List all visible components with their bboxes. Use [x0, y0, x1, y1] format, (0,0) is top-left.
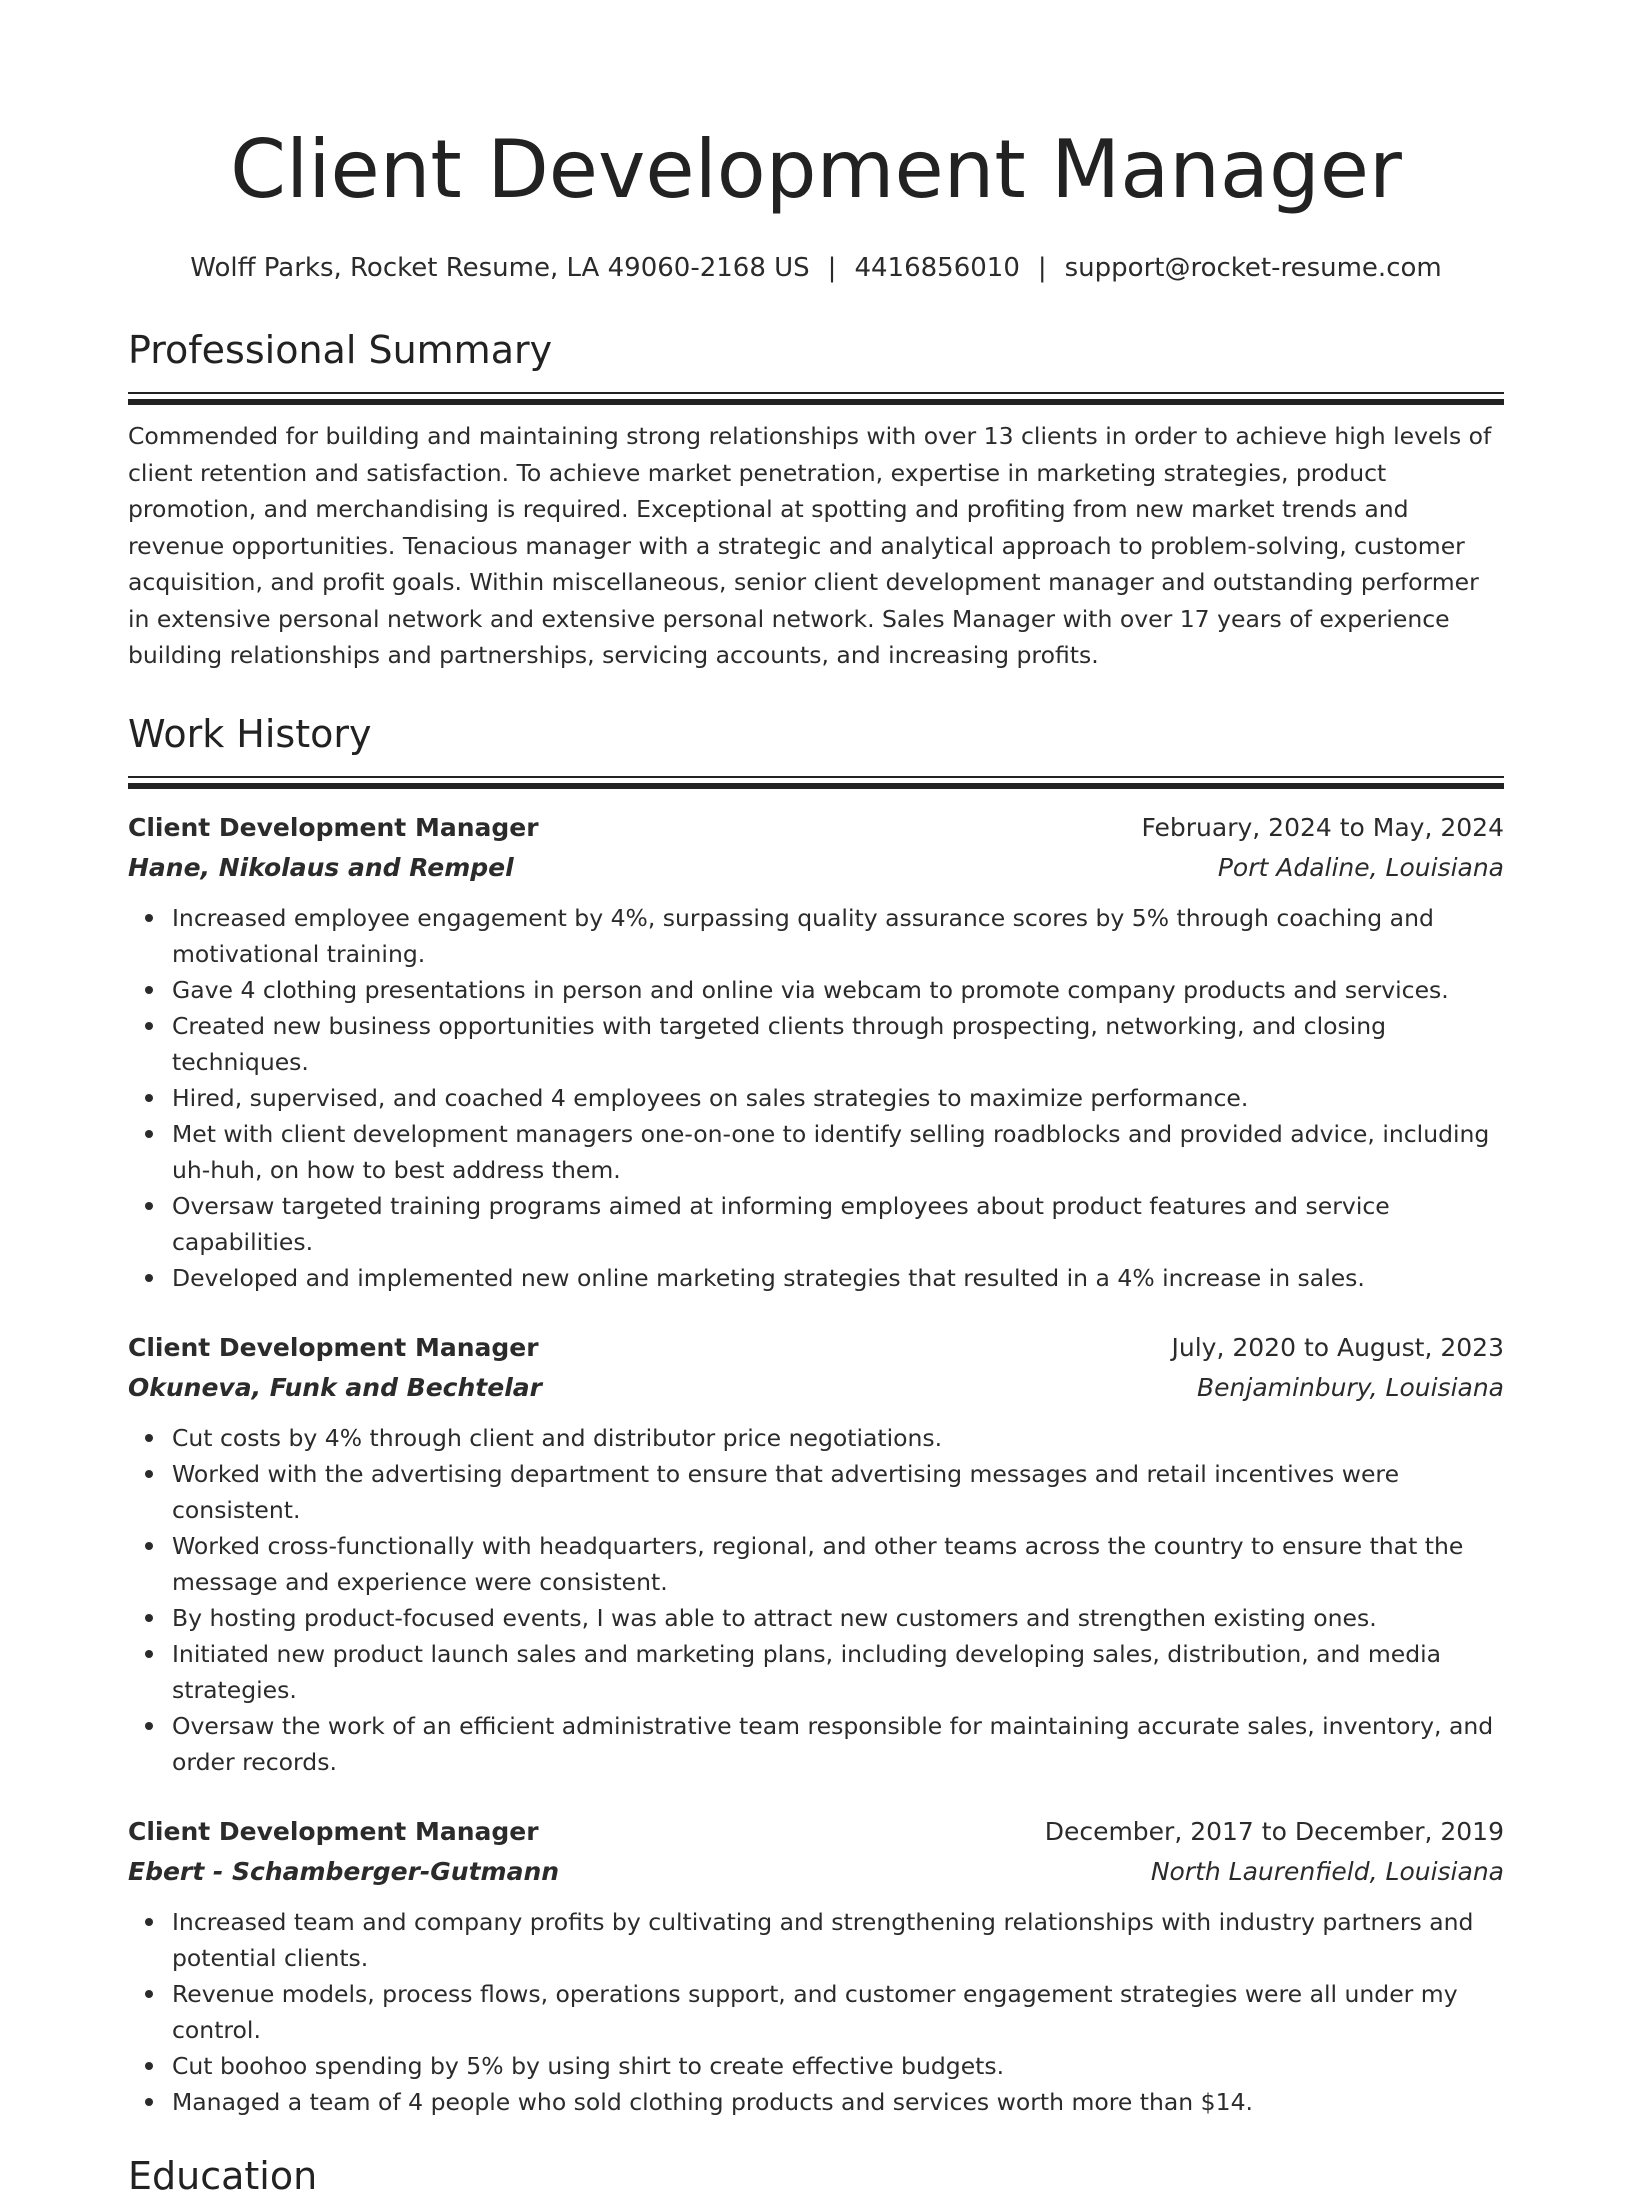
job-entry — [128, 810, 1504, 1296]
job-company-row — [128, 1370, 1504, 1406]
job-bullet: Oversaw the work of an efficient administrative team responsible for maintaining accurate sales, inventory, and order records. — [172, 1708, 1504, 1780]
job-bullet: Worked with the advertising department to ensure that advertising messages and retail incentives were consistent. — [172, 1456, 1504, 1528]
job-bullet: Revenue models, process flows, operations support, and customer engagement strategies were all under my control. — [172, 1976, 1504, 2048]
job-bullet: Cut boohoo spending by 5% by using shirt to create effective budgets. — [172, 2048, 1504, 2084]
job-bullet: Increased team and company profits by cultivating and strengthening relationships with industry partners and potential clients. — [172, 1904, 1504, 1976]
contact-line — [128, 250, 1504, 286]
job-header-row — [128, 810, 1504, 846]
job-company-row — [128, 850, 1504, 886]
job-bullet: Worked cross-functionally with headquarters, regional, and other teams across the country to ensure that the message and experience were consistent. — [172, 1528, 1504, 1600]
job-bullet: Oversaw targeted training programs aimed at informing employees about product features and service capabilities. — [172, 1188, 1504, 1260]
job-entry — [128, 1814, 1504, 2120]
summary-text: Commended for building and maintaining strong relationships with over 13 clients in order to achieve high levels of client retention and satisfaction. To achieve market penetration, expertise in marketing strategies, product promotion, and merchandising is required. Exceptional at spotting and profiting from new market trends and revenue opportunities. Tenacious manager with a strategic and analytical approach to problem-solving, customer acquisition, and profit goals. Within miscellaneous, senior client development manager and outstanding performer in extensive personal network and extensive personal network. Sales Manager with over 17 years of experience building relationships and partnerships, servicing accounts, and increasing profits. — [128, 422, 1492, 669]
contact-address: Wolff Parks, Rocket Resume, LA 49060-2168 US — [190, 253, 810, 283]
job-dates: February, 2024 to May, 2024 — [1141, 812, 1504, 842]
job-bullet: Met with client development managers one-on-one to identify selling roadblocks and provided advice, including uh-huh, on how to best address them. — [172, 1116, 1504, 1188]
job-header-row — [128, 1330, 1504, 1366]
resume-name: Client Development Manager — [230, 123, 1402, 216]
job-location: Port Adaline, Louisiana — [1217, 852, 1504, 882]
job-company: Hane, Nikolaus and Rempel — [128, 852, 514, 882]
job-header-row — [128, 1814, 1504, 1850]
job-title: Client Development Manager — [128, 1332, 539, 1362]
job-bullet-list — [128, 1420, 1504, 1780]
job-title: Client Development Manager — [128, 812, 539, 842]
job-bullet: Developed and implemented new online marketing strategies that resulted in a 4% increase in sales. — [172, 1260, 1504, 1296]
job-dates: July, 2020 to August, 2023 — [1171, 1332, 1504, 1362]
job-location: North Laurenfield, Louisiana — [1150, 1856, 1504, 1886]
contact-phone: 4416856010 — [854, 253, 1020, 283]
job-bullet: By hosting product-focused events, I was able to attract new customers and strengthen existing ones. — [172, 1600, 1504, 1636]
work-section-header — [128, 708, 1504, 788]
job-location: Benjaminbury, Louisiana — [1197, 1372, 1504, 1402]
job-bullet: Gave 4 clothing presentations in person and online via webcam to promote company products and services. — [172, 972, 1504, 1008]
job-bullet: Cut costs by 4% through client and distributor price negotiations. — [172, 1420, 1504, 1456]
job-title: Client Development Manager — [128, 1816, 539, 1846]
contact-separator: | — [1037, 253, 1047, 283]
job-bullet-list — [128, 1904, 1504, 2120]
contact-separator: | — [827, 253, 837, 283]
work-section-title: Work History — [128, 711, 372, 756]
education-section-title: Education — [128, 2153, 318, 2198]
job-company: Ebert - Schamberger-Gutmann — [128, 1856, 560, 1886]
job-entry — [128, 1330, 1504, 1780]
summary-section-header — [128, 324, 1504, 404]
job-company-row — [128, 1854, 1504, 1890]
job-dates: December, 2017 to December, 2019 — [1044, 1816, 1504, 1846]
section-divider — [128, 776, 1504, 788]
job-bullet: Managed a team of 4 people who sold clothing products and services worth more than $14. — [172, 2084, 1504, 2120]
job-bullet: Created new business opportunities with targeted clients through prospecting, networking, and closing techniques. — [172, 1008, 1504, 1080]
job-bullet-list — [128, 900, 1504, 1296]
job-bullet: Hired, supervised, and coached 4 employees on sales strategies to maximize performance. — [172, 1080, 1504, 1116]
contact-email: support@rocket-resume.com — [1064, 253, 1442, 283]
section-divider — [128, 392, 1504, 404]
education-section-header — [128, 2150, 1504, 2202]
summary-section-title: Professional Summary — [128, 328, 553, 372]
job-bullet: Increased employee engagement by 4%, surpassing quality assurance scores by 5% through coaching and motivational training. — [172, 900, 1504, 972]
job-bullet: Initiated new product launch sales and marketing plans, including developing sales, distribution, and media strategies. — [172, 1636, 1504, 1708]
job-company: Okuneva, Funk and Bechtelar — [128, 1372, 542, 1402]
